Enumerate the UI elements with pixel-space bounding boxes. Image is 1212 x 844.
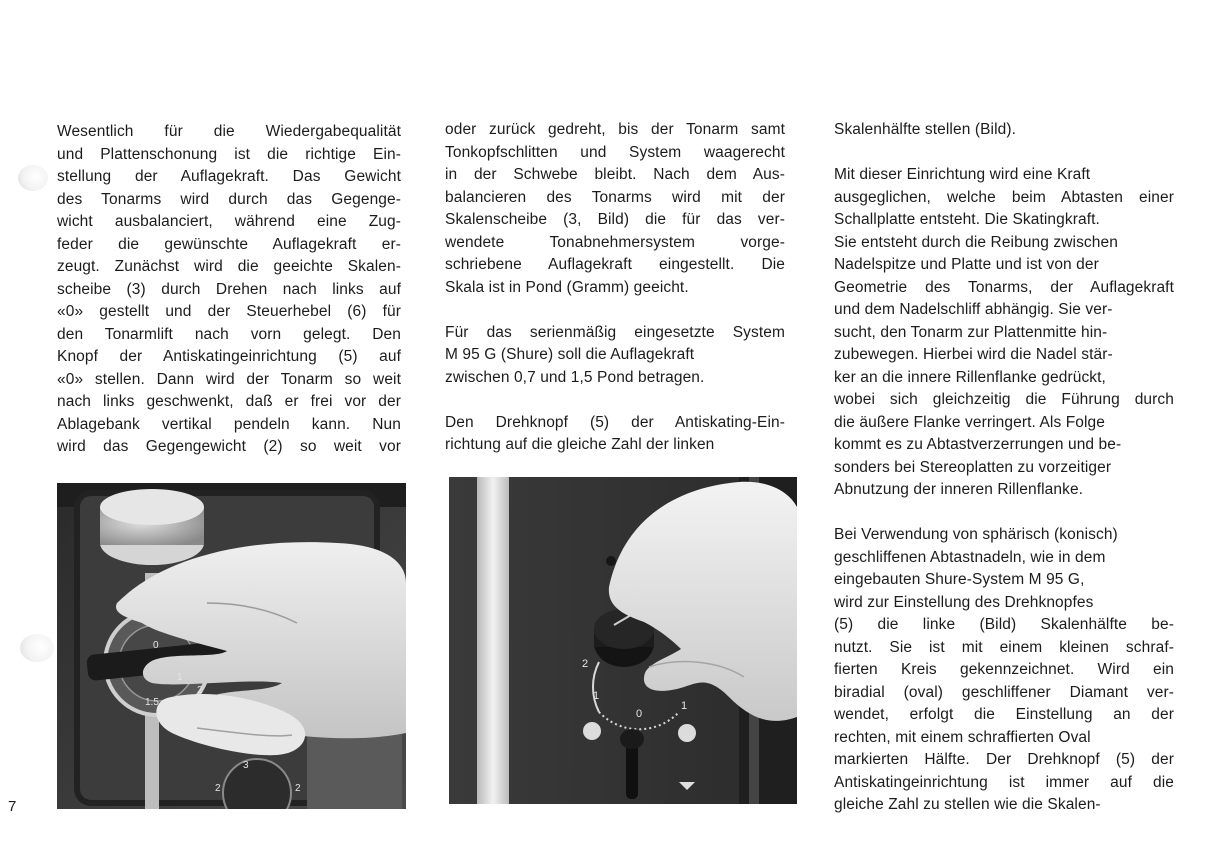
text-line: Skalenhälfte stellen (Bild). [834, 121, 1017, 138]
text-line: Sie entsteht durch die Reibung zwischen [834, 233, 1118, 251]
text-line: wird das Gegengewicht (2) so weit vor [57, 438, 401, 455]
text-line: und Plattenschonung ist die richtige Ein- [57, 145, 401, 163]
photo-antiskating-knob [449, 477, 797, 804]
paragraph [445, 119, 785, 299]
text-line: Skala ist in Pond (Gramm) geeicht. [445, 278, 689, 296]
text-line: «0» gestellt und der Steuerhebel (6) für [57, 303, 401, 320]
dial-number: 1 [681, 700, 688, 712]
dial-number: 2 [295, 783, 301, 794]
text-line: wicht ausbalanciert, während eine Zug- [57, 213, 401, 230]
text-line: Skalenscheibe (3, Bild) die für das ver- [445, 211, 785, 228]
punch-hole [18, 165, 48, 191]
text-column-3 [834, 119, 1174, 839]
text-line: Bei Verwendung von sphärisch (konisch) [834, 526, 1118, 543]
text-line: Nadelspitze und Platte und ist von der [834, 256, 1099, 273]
text-line: richtung auf die gleiche Zahl der linken [445, 436, 715, 453]
text-line: Schallplatte entsteht. Die Skatingkraft. [834, 211, 1100, 228]
text-line: stellung der Auflagekraft. Das Gewicht [57, 168, 401, 185]
text-line: des Tonarms wird durch das Gegenge- [57, 190, 401, 208]
text-line: Antiskatingeinrichtung ist immer auf die [834, 773, 1174, 791]
text-line: scheibe (3) durch Drehen nach links auf [57, 280, 401, 298]
photo-illustration [449, 477, 797, 804]
dial-number: 0 [153, 640, 159, 651]
dial-number: 2 [215, 783, 221, 794]
text-line: Wesentlich für die Wiedergabequalität [57, 123, 401, 140]
text-line: biradial (oval) geschliffener Diamant ver- [834, 683, 1174, 701]
text-line: sucht, den Tonarm zur Plattenmitte hin- [834, 323, 1108, 341]
paragraph [834, 164, 1174, 502]
text-line: geschliffenen Abtastnadeln, wie in dem [834, 548, 1106, 566]
text-line: zeugt. Zunächst wird die geeichte Skalen- [57, 258, 401, 275]
paragraph [57, 121, 401, 459]
dial-number: 0 [636, 708, 643, 720]
text-line: wobei sich gleichzeitig die Führung durch [834, 391, 1174, 408]
text-line: (5) die linke (Bild) Skalenhälfte be- [834, 616, 1174, 633]
dial-number: 2 [582, 658, 589, 670]
text-line: Knopf der Antiskatingeinrichtung (5) auf [57, 348, 401, 365]
paragraph [834, 119, 1174, 142]
text-line: nach links geschwenkt, daß er frei vor der [57, 393, 401, 410]
text-line: sonders bei Stereoplatten zu vorzeitiger [834, 458, 1112, 476]
paragraph [445, 412, 785, 457]
text-line: balancieren des Tonarms wird mit der [445, 188, 785, 206]
text-line: wird zur Einstellung des Drehknopfes [834, 593, 1094, 611]
text-line: zwischen 0,7 und 1,5 Pond betragen. [445, 368, 705, 386]
text-line: «0» stellen. Dann wird der Tonarm so weit [57, 370, 401, 388]
text-line: ausgeglichen, welche beim Abtasten einer [834, 188, 1174, 206]
text-line: zubewegen. Hierbei wird die Nadel stär- [834, 346, 1113, 363]
text-line: fierten Kreis gekennzeichnet. Wird ein [834, 661, 1174, 678]
text-column-2 [445, 119, 785, 479]
text-line: ker an die innere Rillenflanke gedrückt, [834, 368, 1106, 386]
text-line: Mit dieser Einrichtung wird eine Kraft [834, 166, 1091, 183]
punch-hole [20, 634, 54, 662]
text-column-1 [57, 121, 401, 481]
paragraph [834, 524, 1174, 817]
text-line: nutzt. Sie ist mit einem kleinen schraf- [834, 638, 1174, 656]
text-line: feder die gewünschte Auflagekraft er- [57, 235, 401, 253]
dial-number: 3 [243, 760, 249, 771]
text-line: Abnutzung der inneren Rillenflanke. [834, 481, 1084, 498]
text-line: oder zurück gedreht, bis der Tonarm samt [445, 121, 785, 138]
dial-number: 2 [197, 685, 203, 696]
text-line: eingebauten Shure-System M 95 G, [834, 571, 1085, 588]
text-line: Ablagebank vertikal pendeln kann. Nun [57, 415, 401, 433]
text-line: gleiche Zahl zu stellen wie die Skalen- [834, 796, 1101, 813]
dial-number: 1 [593, 690, 600, 702]
text-line: den Tonarmlift nach vorn gelegt. Den [57, 325, 401, 343]
dial-number: 1.5 [145, 697, 159, 708]
paragraph [445, 322, 785, 390]
text-line: Den Drehknopf (5) der Antiskating-Ein- [445, 413, 785, 431]
photo-illustration [57, 483, 406, 809]
text-line: Geometrie des Tonarms, der Auflagekraft [834, 278, 1174, 296]
page-number: 7 [8, 798, 17, 815]
text-line: markierten Hälfte. Der Drehknopf (5) der [834, 751, 1174, 768]
text-line: und dem Nadelschliff abhängig. Sie ver- [834, 301, 1113, 318]
dial-number: 1 [177, 672, 183, 683]
text-line: wendete Tonabnehmersystem vorge- [445, 233, 785, 251]
text-line: kommt es zu Abtastverzerrungen und be- [834, 436, 1122, 453]
photo-counterweight-scale-disc [57, 483, 406, 809]
text-line: wendet, erfolgt die Einstellung an der [834, 706, 1174, 723]
text-line: Für das serienmäßig eingesetzte System [445, 323, 785, 341]
text-line: M 95 G (Shure) soll die Auflagekraft [445, 346, 695, 363]
text-line: Tonkopfschlitten und System waagerecht [445, 143, 785, 161]
text-line: schriebene Auflagekraft eingestellt. Die [445, 256, 785, 273]
text-line: die äußere Flanke verringert. Als Folge [834, 413, 1105, 431]
text-line: rechten, mit einem schraffierten Oval [834, 728, 1091, 746]
text-line: in der Schwebe bleibt. Nach dem Aus- [445, 166, 785, 183]
